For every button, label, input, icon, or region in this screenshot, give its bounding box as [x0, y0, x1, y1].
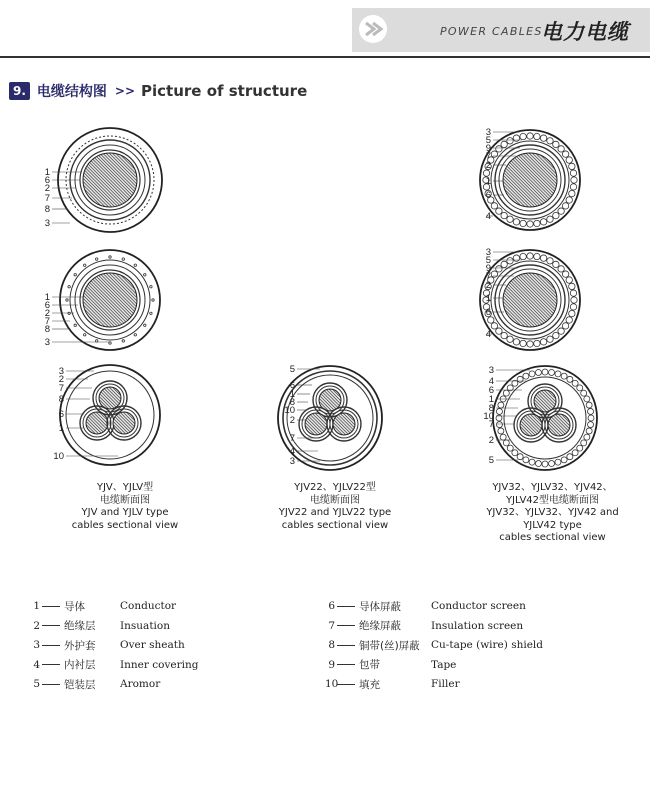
armour-wire [569, 310, 575, 316]
armour-wire [584, 434, 590, 440]
armour-wire [527, 133, 533, 139]
armour-wire [134, 334, 136, 336]
caption-line: 电缆断面图 [310, 494, 360, 506]
armour-wire [553, 212, 559, 218]
armour-wire [507, 258, 513, 264]
armour-wire [513, 135, 519, 141]
armour-wire [553, 261, 559, 267]
legend-en: Cu-tape (wire) shield [431, 639, 544, 651]
armour-wire [542, 369, 548, 375]
caption-yjv22 [245, 482, 425, 532]
conductor [29, 273, 189, 327]
callout-number: 8 [58, 394, 64, 405]
caption-line: YJLV42 type [523, 519, 582, 531]
header-title-en: POWER CABLES [440, 25, 543, 38]
legend-item [30, 598, 176, 614]
callout-number: 1 [485, 176, 491, 187]
callout-number: 8 [44, 324, 50, 335]
callout-number: 2 [44, 308, 50, 319]
armour-wire [523, 457, 529, 463]
armour-wire [562, 323, 568, 329]
armour-wire [567, 454, 573, 460]
armour-wire [572, 450, 578, 456]
armour-wire [567, 376, 573, 382]
arrow-circle-icon [357, 13, 389, 45]
callout-number: 3 [44, 218, 50, 229]
armour-wire [549, 369, 555, 375]
armour-wire [74, 324, 76, 326]
callout-number: 4 [289, 446, 295, 457]
callout-number: 6 [485, 307, 491, 318]
callout-number: 3 [58, 366, 64, 377]
callout-number: 2 [485, 280, 491, 291]
armour-wire [150, 312, 152, 314]
armour-wire [520, 133, 526, 139]
callout-number: 2 [488, 435, 494, 446]
callout-number: 10 [483, 411, 494, 422]
armour-wire [577, 385, 583, 391]
section-title-en: Picture of structure [141, 82, 308, 100]
armour-wire [517, 376, 523, 382]
armour-wire [507, 216, 513, 222]
legend-cn: 填充 [359, 678, 380, 691]
armour-wire [558, 266, 564, 272]
legend-item [325, 676, 460, 692]
header-title-cn: 电力电缆 [541, 20, 629, 44]
armour-wire [586, 428, 592, 434]
legend-number: 7 [328, 619, 335, 632]
armour-wire [588, 422, 594, 428]
legend-dash [337, 684, 355, 685]
armour-wire [570, 170, 576, 176]
conductor-fill [449, 153, 609, 207]
armour-wire [122, 340, 124, 342]
callout-number: 6 [289, 380, 295, 391]
armour-wire [507, 445, 513, 451]
callout-number: 4 [485, 329, 491, 340]
armour-wire [535, 369, 541, 375]
armour-wire [566, 157, 572, 163]
armour-wire [84, 264, 86, 266]
armour-wire [501, 261, 507, 267]
legend-item [30, 657, 198, 673]
armour-wire [534, 133, 540, 139]
armour-wire [68, 286, 70, 288]
armour-wire [547, 138, 553, 144]
legend-en: Aromor [120, 678, 161, 690]
armour-wire [566, 197, 572, 203]
callout-number: 6 [44, 300, 50, 311]
armour-wire [496, 146, 502, 152]
legend-dash [42, 625, 60, 626]
legend-en: Insuation [120, 619, 170, 632]
section-title-cn: 电缆结构图 [36, 84, 107, 100]
armour-wire [520, 253, 526, 259]
callout-number: 2 [289, 415, 295, 426]
legend-dash [42, 645, 60, 646]
armour-wire [561, 373, 567, 379]
legend-cn: 包带 [359, 659, 380, 671]
legend-cn: 导体 [64, 600, 85, 613]
caption-line: cables sectional view [281, 519, 389, 531]
armour-wire [572, 380, 578, 386]
legend-number: 3 [33, 639, 40, 651]
caption-line: cables sectional view [499, 532, 606, 543]
armour-wire [540, 135, 546, 141]
legend-en: Filler [431, 678, 460, 690]
armour-wire [496, 328, 502, 334]
legend-en: Inner covering [120, 658, 199, 671]
legend-dash [337, 645, 355, 646]
armour-wire [562, 203, 568, 209]
conductor [449, 273, 609, 327]
armour-wire [569, 163, 575, 169]
armour-wire [512, 450, 518, 456]
legend-number: 5 [33, 678, 40, 690]
legend-dash [42, 606, 60, 607]
armour-wire [496, 422, 502, 428]
callout-number: 10 [284, 405, 295, 416]
legend-en: Insulation screen [431, 619, 524, 632]
callout-number: 5 [485, 255, 491, 266]
armour-wire [150, 286, 152, 288]
legend-item [30, 637, 185, 653]
armour-wire [491, 271, 497, 277]
armour-wire [542, 461, 548, 467]
legend-item [325, 598, 526, 614]
legend-dash [42, 664, 60, 665]
armour-wire [570, 184, 576, 190]
armour-wire [152, 299, 154, 301]
armour-wire [501, 212, 507, 218]
section-heading [9, 80, 307, 102]
callout-number: 7 [488, 419, 494, 430]
caption-line: YJV、YJLV型 [96, 482, 154, 493]
armour-wire [588, 415, 594, 421]
conductor-fill [449, 273, 609, 327]
callout-number: 6 [485, 190, 491, 201]
armour-wire [517, 454, 523, 460]
armour-wire [496, 408, 502, 414]
armour-wire [500, 434, 506, 440]
legend-item [325, 618, 523, 634]
armour-wire [571, 177, 577, 183]
callout-number: 4 [488, 376, 494, 387]
legend-dash [42, 684, 60, 685]
callout-number: 7 [44, 193, 50, 204]
callout-number: 4 [485, 211, 491, 222]
armour-wire [547, 258, 553, 264]
armour-wire [540, 339, 546, 345]
legend-item [325, 657, 456, 673]
armour-wire [503, 440, 509, 446]
armour-wire [577, 445, 583, 451]
armour-wire [561, 457, 567, 463]
legend-cn: 绝缘层 [64, 620, 96, 632]
legend-cn: 绝缘屏蔽 [359, 620, 401, 632]
armour-wire [562, 271, 568, 277]
legend-number: 8 [328, 639, 335, 651]
caption-line: YJLV42型电缆断面图 [505, 494, 600, 506]
armour-wire [520, 220, 526, 226]
callout-number: 8 [488, 403, 494, 414]
armour-wire [513, 339, 519, 345]
armour-wire [501, 141, 507, 147]
armour-wire [562, 151, 568, 157]
armour-wire [588, 408, 594, 414]
section-arrow: >> [114, 84, 136, 98]
legend-cn: 外护套 [64, 639, 96, 652]
conductor-fill [29, 273, 189, 327]
armour-wire [496, 266, 502, 272]
legend-dash [337, 625, 355, 626]
armour-wire [507, 138, 513, 144]
armour-wire [547, 336, 553, 342]
callout-number: 3 [44, 337, 50, 348]
callout-number: 1 [44, 167, 50, 178]
caption-line: YJV32、YJLV32、YJV42 and [486, 507, 619, 518]
callout-number: 5 [289, 364, 295, 375]
armour-wire [498, 402, 504, 408]
armour-wire [534, 253, 540, 259]
armour-wire [581, 390, 587, 396]
conductor [449, 153, 609, 207]
legend-number: 10 [325, 678, 339, 690]
caption-line: YJV32、YJLV32、YJV42、 [492, 482, 613, 493]
callout-number: 8 [44, 204, 50, 215]
armour-wire [558, 208, 564, 214]
legend-cn: 内衬层 [64, 659, 96, 671]
armour-wire [534, 220, 540, 226]
armour-wire [491, 151, 497, 157]
armour-wire [520, 340, 526, 346]
callout-number: 8 [289, 397, 295, 408]
legend-en: Tape [431, 658, 457, 671]
armour-wire [555, 371, 561, 377]
callout-number: 3 [289, 456, 295, 467]
armour-wire [549, 461, 555, 467]
caption-line: cables sectional view [71, 519, 179, 531]
armour-wire [547, 216, 553, 222]
armour-wire [529, 459, 535, 465]
legend-number: 4 [33, 658, 40, 671]
callout-number: 1 [485, 293, 491, 304]
caption-line: 电缆断面图 [100, 494, 150, 506]
armour-wire [501, 332, 507, 338]
armour-wire [513, 255, 519, 261]
armour-wire [491, 323, 497, 329]
callout-number: 5 [488, 455, 494, 466]
header-divider [0, 56, 650, 58]
callout-number: 6 [58, 409, 64, 420]
armour-wire [144, 274, 146, 276]
armour-wire [491, 203, 497, 209]
armour-wire [496, 208, 502, 214]
armour-wire [540, 219, 546, 225]
armour-wire [144, 324, 146, 326]
cable-structure-diagrams [0, 115, 650, 485]
legend-dash [337, 664, 355, 665]
armour-wire [553, 141, 559, 147]
armour-wire [529, 371, 535, 377]
armour-wire [570, 290, 576, 296]
legend-item [30, 676, 160, 692]
callout-number: 2 [44, 183, 50, 194]
callout-number: 1 [58, 423, 64, 434]
legend-en: Conductor [120, 600, 177, 612]
callout-number: 1 [488, 394, 494, 405]
callout-number: 2 [485, 160, 491, 171]
callout-number: 6 [488, 385, 494, 396]
legend-number: 6 [328, 600, 335, 612]
armour-wire [540, 255, 546, 261]
armour-wire [74, 274, 76, 276]
legend-en: Conductor screen [431, 600, 526, 612]
caption-line: YJV and YJLV type [81, 507, 169, 518]
callout-number: 7 [485, 271, 491, 282]
caption-line: YJV22 and YJLV22 type [278, 507, 392, 518]
callout-number: 7 [485, 151, 491, 162]
legend-number: 9 [328, 658, 335, 671]
armour-wire [527, 341, 533, 347]
caption-line: YJV22、YJLV22型 [294, 482, 376, 493]
armour-wire [558, 328, 564, 334]
caption-yjv32 [460, 482, 645, 545]
armour-wire [566, 317, 572, 323]
callout-number: 1 [44, 292, 50, 303]
callout-number: 7 [44, 316, 50, 327]
armour-wire [523, 373, 529, 379]
callout-number: 3 [488, 365, 494, 376]
armour-wire [527, 253, 533, 259]
armour-wire [571, 297, 577, 303]
armour-wire [122, 258, 124, 260]
legend-item [325, 637, 543, 653]
armour-wire [84, 334, 86, 336]
armour-wire [569, 190, 575, 196]
armour-wire [96, 258, 98, 260]
callout-number: 7 [289, 433, 295, 444]
callout-number: 1 [289, 389, 295, 400]
callout-number: 10 [53, 451, 64, 462]
armour-wire [584, 396, 590, 402]
legend-item [30, 618, 170, 634]
armour-wire [507, 336, 513, 342]
armour-wire [498, 428, 504, 434]
legend-en: Over sheath [120, 639, 185, 651]
callout-number: 6 [44, 175, 50, 186]
page-header [0, 0, 650, 60]
armour-wire [581, 440, 587, 446]
armour-wire [535, 461, 541, 467]
armour-wire [109, 256, 111, 258]
legend-cn: 导体屏蔽 [359, 600, 401, 613]
legend-cn: 铠装层 [64, 678, 96, 691]
armour-wire [503, 390, 509, 396]
legend-cn: 铜带(丝)屏蔽 [359, 639, 420, 652]
armour-wire [534, 340, 540, 346]
callout-number: 3 [485, 127, 491, 138]
callout-number: 9 [485, 143, 491, 154]
callout-number: 7 [58, 383, 64, 394]
callout-number: 9 [485, 263, 491, 274]
callout-number: 3 [485, 247, 491, 258]
armour-wire [527, 221, 533, 227]
legend-number: 2 [33, 619, 40, 632]
armour-wire [558, 146, 564, 152]
armour-wire [513, 219, 519, 225]
armour-wire [586, 402, 592, 408]
armour-wire [555, 459, 561, 465]
callout-number: 5 [485, 135, 491, 146]
legend-dash [337, 606, 355, 607]
caption-yjv [40, 482, 210, 532]
callout-number: 2 [58, 374, 64, 385]
armour-wire [66, 299, 68, 301]
armour-wire [570, 304, 576, 310]
armour-wire [566, 277, 572, 283]
armour-wire [553, 332, 559, 338]
legend-number: 1 [33, 600, 40, 612]
armour-wire [134, 264, 136, 266]
armour-wire [569, 283, 575, 289]
section-number: 9. [9, 82, 30, 100]
